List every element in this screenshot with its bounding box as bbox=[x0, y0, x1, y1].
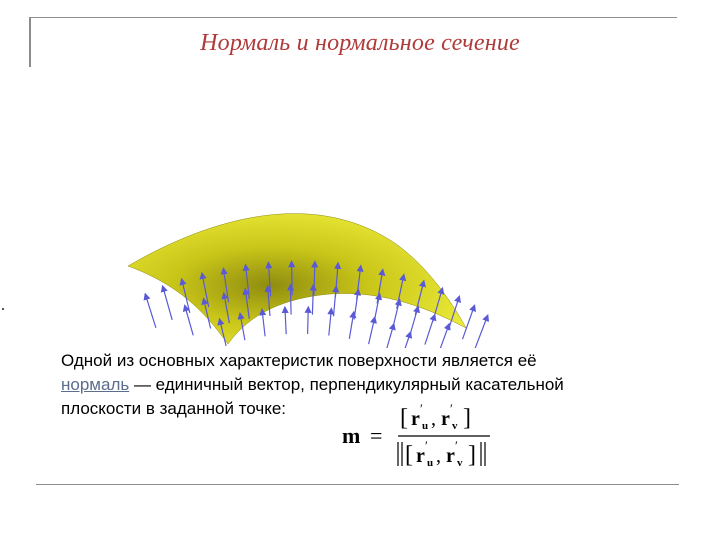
denominator-comma: , bbox=[436, 445, 441, 467]
denominator-prime-u: ′ bbox=[425, 438, 428, 453]
normal-vector-arrow bbox=[425, 315, 435, 345]
normal-vector-arrow bbox=[290, 285, 291, 315]
surface-normals-illustration bbox=[100, 148, 500, 348]
slide-frame-bottom-line bbox=[36, 484, 679, 485]
normal-vector-arrow bbox=[349, 312, 354, 339]
stray-dot bbox=[2, 308, 4, 310]
normal-vector-arrow bbox=[285, 307, 286, 334]
normal-vector-arrow bbox=[292, 261, 293, 295]
normal-vector-arrow bbox=[410, 307, 419, 337]
curved-surface bbox=[128, 214, 466, 344]
normal-vector-arrow bbox=[163, 286, 173, 320]
normal-vector-arrow bbox=[475, 315, 488, 348]
body-line-1: Одной из основных характеристик поверхности является её bbox=[61, 351, 537, 370]
denominator-r-u: r bbox=[416, 445, 425, 467]
normal-vector-arrow bbox=[386, 324, 394, 348]
denominator-bracket-right: ] bbox=[468, 442, 476, 468]
normal-vector-arrow bbox=[438, 324, 449, 348]
numerator-sub-v: v bbox=[452, 420, 458, 432]
denominator-sub-u: u bbox=[427, 457, 434, 469]
formula-equals: = bbox=[370, 423, 383, 448]
formula-m: m bbox=[342, 423, 361, 448]
normal-vector-arrow bbox=[463, 305, 475, 339]
slide-title: Нормаль и нормальное сечение bbox=[200, 30, 520, 56]
numerator-r-v: r bbox=[441, 408, 450, 430]
normal-vector-arrow bbox=[308, 307, 309, 334]
slide-frame-top-line bbox=[29, 17, 677, 18]
denominator-bracket-left: [ bbox=[405, 442, 413, 468]
normal-link[interactable]: нормаль bbox=[61, 375, 130, 394]
denominator-sub-v: v bbox=[457, 457, 463, 469]
denominator-r-v: r bbox=[446, 445, 455, 467]
normal-vector-arrow bbox=[262, 309, 265, 336]
numerator-bracket-left: [ bbox=[400, 405, 408, 431]
numerator-comma: , bbox=[431, 408, 436, 430]
normal-vector-arrow bbox=[402, 332, 411, 348]
body-line-2: — единичный вектор, перпендикулярный касательной bbox=[129, 375, 564, 394]
normal-vector-arrow bbox=[145, 294, 156, 328]
normal-vector-arrow bbox=[329, 309, 332, 336]
numerator-bracket-right: ] bbox=[463, 405, 471, 431]
numerator-prime-v: ′ bbox=[450, 401, 453, 416]
numerator-r-u: r bbox=[411, 408, 420, 430]
numerator-sub-u: u bbox=[422, 420, 429, 432]
denominator-prime-v: ′ bbox=[455, 438, 458, 453]
normal-vector-arrow bbox=[369, 317, 375, 344]
numerator-prime-u: ′ bbox=[420, 401, 423, 416]
body-line-3: плоскости в заданной точке: bbox=[61, 399, 287, 418]
normal-formula bbox=[340, 396, 500, 476]
